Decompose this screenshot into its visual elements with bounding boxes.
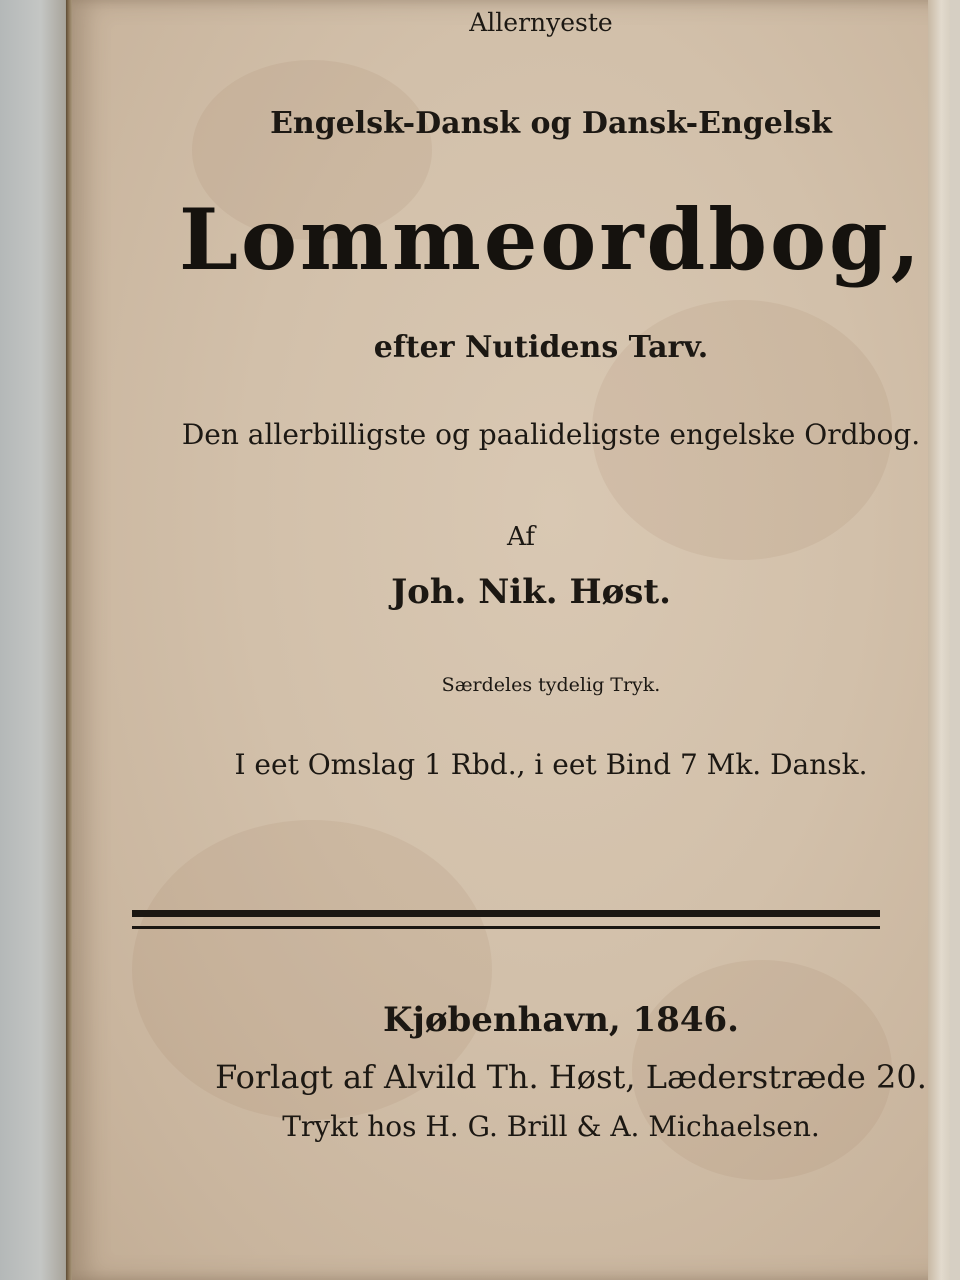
page-edge-right [928, 0, 950, 1280]
af-line: Af [507, 522, 535, 552]
title-page [72, 0, 950, 1280]
price-line: I eet Omslag 1 Rbd., i eet Bind 7 Mk. Dansk. [234, 748, 868, 781]
efter-line: efter Nutidens Tarv. [373, 330, 709, 365]
printer-line: Trykt hos H. G. Brill & A. Michaelsen. [282, 1110, 820, 1143]
city-year-line: Kjøbenhavn, 1846. [382, 1000, 740, 1040]
print-note-line: Særdeles tydelig Tryk. [441, 674, 661, 696]
allernyeste-line: Allernyeste [469, 8, 613, 37]
book-cover-edge [0, 0, 74, 1280]
subtitle-line: Engelsk-Dansk og Dansk-Engelsk [270, 106, 832, 141]
publisher-line: Forlagt af Alvild Th. Høst, Læderstræde 20. [215, 1058, 927, 1096]
author-line: Joh. Nik. Høst. [391, 572, 671, 612]
divider-rule-thin [132, 926, 880, 929]
main-title: Lommeordbog, [178, 190, 924, 289]
divider-rule-thick [132, 910, 880, 917]
binding-gutter [66, 0, 72, 1280]
description-line: Den allerbilligste og paalideligste engelske Ordbog. [181, 418, 921, 451]
